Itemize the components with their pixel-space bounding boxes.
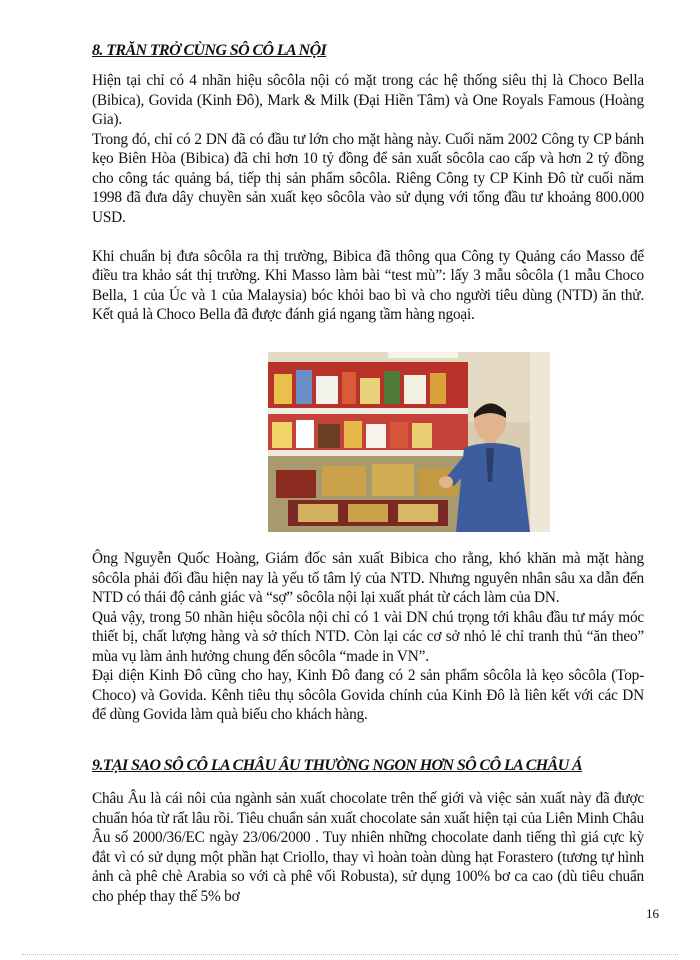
paragraph: Trong đó, chỉ có 2 DN đã có đầu tư lớn cho mặt hàng này. Cuối năm 2002 Công ty CP bánh kẹo Biên Hòa (Bibica) đã chi hơn 10 tỷ đồng để sản xuất sôcôla cao cấp và hơn 2 tỷ đồng cho công tác quảng bá, tiếp thị sản phẩm sôcôla. Riêng Công ty CP Kinh Đô từ cuối năm 1998 đã đưa dây chuyền sản xuất kẹo sôcôla vào sử dụng với tổng đầu tư khoảng 800.000 USD. (92, 130, 644, 226)
section-8-continued-text (92, 549, 644, 725)
footer-divider (22, 954, 678, 955)
store-shelf-illustration (268, 352, 550, 532)
page-number: 16 (646, 906, 659, 921)
section-8-heading: 8. TRĂN TRỞ CÙNG SÔ CÔ LA NỘI (92, 42, 327, 59)
paragraph: Quả vậy, trong 50 nhãn hiệu sôcôla nội chỉ có 1 vài DN chú trọng tới khâu đầu tư máy móc thiết bị, chất lượng hàng và sở thích NTD. Còn lại các cơ sở nhỏ lẻ chỉ tranh thủ “ăn theo” mùa vụ làm ảnh hưởng chung đến sôcôla “made in VN”. (92, 608, 644, 665)
paragraph: Khi chuẩn bị đưa sôcôla ra thị trường, Bibica đã thông qua Công ty Quảng cáo Masso để điều tra khảo sát thị trường. Khi Masso làm bài “test mù”: lấy 3 mẫu sôcôla (1 mẫu Choco Bella, 1 của Úc và 1 của Malaysia) bóc khỏi bao bì và cho người tiêu dùng (NTD) ăn thử. Kết quả là Choco Bella đã được đánh giá ngang tầm hàng ngoại. (92, 247, 644, 323)
section-8-intro-text (92, 71, 644, 325)
section-9-heading: 9.TẠI SAO SÔ CÔ LA CHÂU ÂU THƯỜNG NGON HƠN SÔ CÔ LA CHÂU Á (92, 757, 583, 774)
section-9-text (92, 789, 644, 906)
paragraph: Ông Nguyễn Quốc Hoàng, Giám đốc sản xuất Bibica cho rằng, khó khăn mà mặt hàng sôcôla phải đối đầu hiện nay là yếu tố tâm lý của NTD. Nhưng nguyên nhân sâu xa dẫn đến NTD có thái độ cảnh giác và “sợ” sôcôla nội lại xuất phát từ cách làm của DN. (92, 550, 644, 606)
paragraph: Hiện tại chỉ có 4 nhãn hiệu sôcôla nội có mặt trong các hệ thống siêu thị là Choco Bella (Bibica), Govida (Kinh Đô), Mark & Milk (Đại Hiền Tâm) và One Royals Famous (Hoàng Gia). (92, 72, 644, 128)
paragraph: Châu Âu là cái nôi của ngành sản xuất chocolate trên thế giới và việc sản xuất này đã được chuẩn hóa từ rất lâu rồi. Tiêu chuẩn sản xuất chocolate sản xuất hiện tại của Liên Minh Châu Âu số 2000/36/EC ngày 23/06/2000 . Tuy nhiên những chocolate danh tiếng thì giá cực kỳ đắt vì có sử dụng một phần hạt Criollo, thay vì hoàn toàn dùng hạt Forastero (tương tự hình ảnh cà phê chè Arabia so với cà phê vối Robusta), sử dụng 100% bơ ca cao (dù tiêu chuẩn cho phép thay thế 5% bơ (92, 790, 644, 905)
paragraph: Đại diện Kinh Đô cũng cho hay, Kinh Đô đang có 2 sản phẩm sôcôla là kẹo sôcôla (Top-Choco) và Govida. Kênh tiêu thụ sôcôla Govida chính của Kinh Đô là liên kết với các DN để dùng Govida làm quà biếu cho khách hàng. (92, 667, 644, 723)
store-shelf-photo (268, 352, 550, 532)
